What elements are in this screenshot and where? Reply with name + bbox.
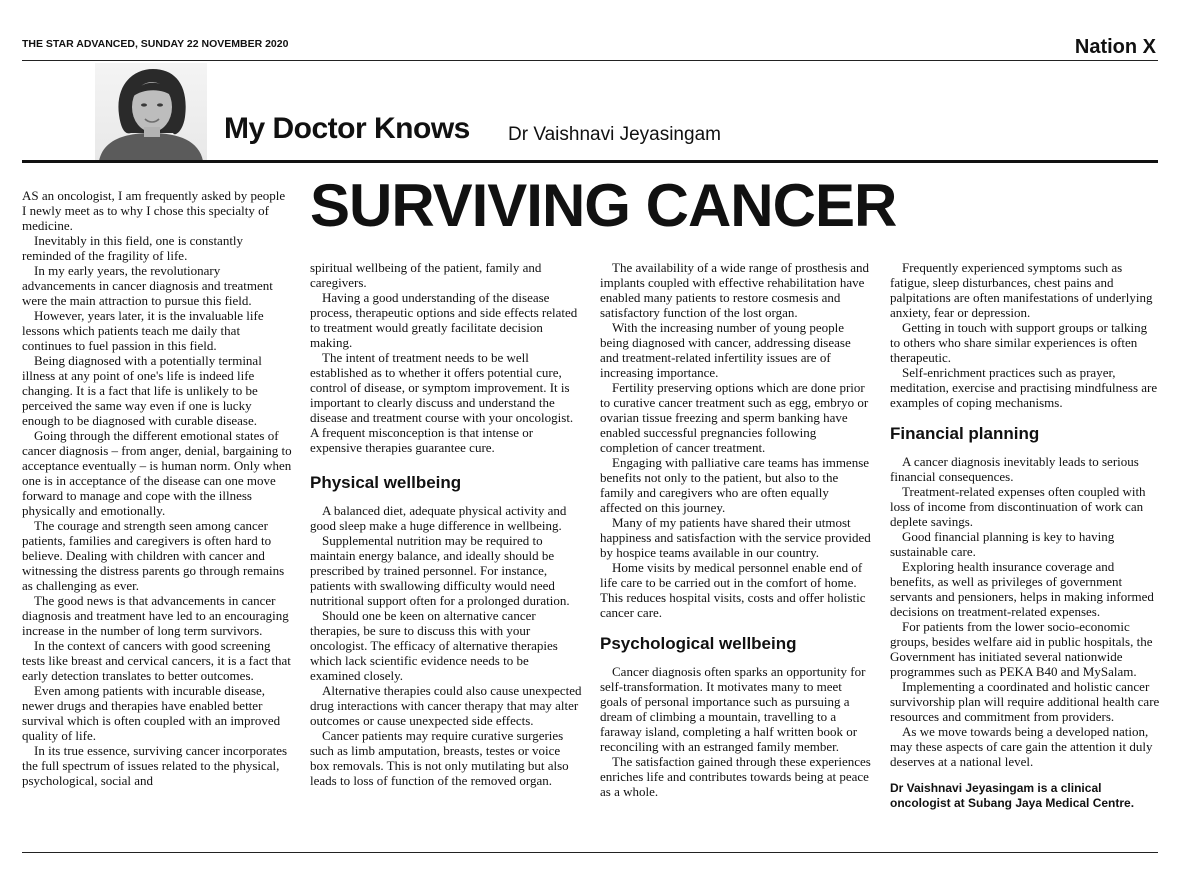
headline: SURVIVING CANCER (310, 172, 897, 239)
author-bio: Dr Vaishnavi Jeyasingam is a clinical oncologist at Subang Jaya Medical Centre. (890, 781, 1135, 810)
paragraph: Should one be keen on alternative cancer therapies, be sure to discuss this with your oncologist. The efficacy of alternative therapies which lack scientific evidence needs to be examined closely. (310, 608, 558, 683)
paragraph: However, years later, it is the invaluable life lessons which patients teach me daily that continues to fuel passion in this field. (22, 308, 264, 353)
column-title: My Doctor Knows (224, 112, 470, 145)
paragraph: Self-enrichment practices such as prayer, meditation, exercise and practising mindfulness are examples of coping mechanisms. (890, 365, 1158, 410)
article-column-3 (600, 260, 872, 799)
bottom-rule (22, 852, 1158, 853)
paragraph: Many of my patients have shared their utmost happiness and satisfaction with the service provided by hospice teams available in our country. (600, 515, 871, 560)
paragraph: Cancer patients may require curative surgeries such as limb amputation, breasts, testes or voice box removals. This is not only mutilating but also leads to loss of function of the removed organ. (310, 728, 569, 788)
paragraph: Being diagnosed with a potentially terminal illness at any point of one's life is indeed life changing. It is a fact that life is unlikely to be perceived the same way even if one is lucky enough to be diagnosed with curable disease. (22, 353, 262, 428)
paragraph: In my early years, the revolutionary advancements in cancer diagnosis and treatment were the main attraction to pursue this field. (22, 263, 273, 308)
paragraph: The availability of a wide range of prosthesis and implants coupled with effective rehabilitation have enabled many patients to restore cosmesis and satisfactory function of the lost organ. (600, 260, 870, 320)
paragraph: For patients from the lower socio-economic groups, besides welfare aid in public hospitals, the Government has initiated several nationwide programmes such as PEKA B40 and MySalam. (890, 619, 1153, 679)
paragraph: Cancer diagnosis often sparks an opportunity for self-transformation. It motivates many to meet goals of personal importance such as pursuing a dream of climbing a mountain, travelling to a faraway island, completing a half written book or reconciling with an estranged family member. (600, 664, 866, 754)
paragraph: As we move towards being a developed nation, may these aspects of care gain the attention it duly deserves at a national level. (890, 724, 1153, 769)
paragraph: Home visits by medical personnel enable end of life care to be carried out in the comfort of home. This reduces hospital visits, costs and offer holistic cancer care. (600, 560, 866, 620)
paragraph: Treatment-related expenses often coupled with loss of income from discontinuation of work can deplete savings. (890, 484, 1146, 529)
paragraph: Having a good understanding of the disease process, therapeutic options and side effects related to treatment would greatly facilitate decision making. (310, 290, 578, 350)
paragraph: spiritual wellbeing of the patient, family and caregivers. (310, 260, 542, 290)
paragraph: With the increasing number of young people being diagnosed with cancer, addressing disease and treatment-related infertility issues are of increasing importance. (600, 320, 851, 380)
header-rule (22, 160, 1158, 163)
paragraph: Implementing a coordinated and holistic cancer survivorship plan will require additional health care resources and commitment from providers. (890, 679, 1160, 724)
paragraph: The courage and strength seen among cancer patients, families and caregivers is often hard to believe. Dealing with children with cancer and witnessing the distress parents go through remains as challenging as ever. (22, 518, 285, 593)
paragraph: The good news is that advancements in cancer diagnosis and treatment have led to an encouraging increase in the number of long term survivors. (22, 593, 289, 638)
paragraph: Getting in touch with support groups or talking to others who share similar experiences is often therapeutic. (890, 320, 1148, 365)
subheading-physical-wellbeing: Physical wellbeing (310, 473, 462, 492)
author-photo (95, 63, 207, 161)
paragraph: Supplemental nutrition may be required to maintain energy balance, and ideally should be prescribed by trained personnel. For instance, patients with swallowing difficulty would need nutritional support often for a prolonged duration. (310, 533, 570, 608)
subheading-psychological-wellbeing: Psychological wellbeing (600, 634, 797, 653)
article-column-1 (22, 188, 292, 788)
subheading-financial-planning: Financial planning (890, 424, 1040, 443)
byline: Dr Vaishnavi Jeyasingam (508, 124, 721, 145)
paragraph: In its true essence, surviving cancer incorporates the full spectrum of issues related to the physical, psychological, social and (22, 743, 288, 788)
publication-date: THE STAR ADVANCED, SUNDAY 22 NOVEMBER 2020 (22, 38, 289, 50)
paragraph: Even among patients with incurable disease, newer drugs and therapies have enabled better survival which is often coupled with an improved quality of life. (22, 683, 281, 743)
article-column-2 (310, 260, 582, 788)
section-name: Nation X (1074, 36, 1156, 58)
paragraph: Fertility preserving options which are done prior to curative cancer treatment such as egg, embryo or ovarian tissue freezing and sperm banking have enabled successful pregnancies following completion of cancer treatment. (600, 380, 869, 455)
paragraph: Exploring health insurance coverage and benefits, as well as privileges of government servants and pensioners, helps in making informed decisions on treatment-related expenses. (890, 559, 1154, 619)
paragraph: Engaging with palliative care teams has immense benefits not only to the patient, but also to the family and caregivers who are often equally affected on this journey. (600, 455, 870, 515)
article-column-4 (890, 260, 1160, 811)
paragraph: Frequently experienced symptoms such as fatigue, sleep disturbances, chest pains and palpitations are often manifestations of underlying anxiety, fear or depression. (890, 260, 1153, 320)
paragraph: A balanced diet, adequate physical activity and good sleep make a huge difference in wellbeing. (310, 503, 567, 533)
paragraph: A cancer diagnosis inevitably leads to serious financial consequences. (890, 454, 1139, 484)
paragraph: Going through the different emotional states of cancer diagnosis – from anger, denial, bargaining to acceptance eventually – is human norm. Only when one is in acceptance of the disease can one move forward to manage and cope with the illness physically and emotionally. (22, 428, 292, 518)
paragraph: Inevitably in this field, one is constantly reminded of the fragility of life. (22, 233, 244, 263)
paragraph: Alternative therapies could also cause unexpected drug interactions with cancer therapy that may alter outcomes or cause unexpected side effects. (310, 683, 582, 728)
paragraph: AS an oncologist, I am frequently asked by people I newly meet as to why I chose this specialty of medicine. (22, 188, 286, 233)
paragraph: Good financial planning is key to having sustainable care. (890, 529, 1115, 559)
paragraph: The satisfaction gained through these experiences enriches life and contributes towards being at peace as a whole. (600, 754, 871, 799)
paragraph: In the context of cancers with good screening tests like breast and cervical cancers, it is a fact that early detection translates to better outcomes. (22, 638, 291, 683)
top-rule (22, 60, 1158, 61)
paragraph: The intent of treatment needs to be well established as to whether it offers potential cure, control of disease, or symptom improvement. It is important to clearly discuss and understand the disease and treatment course with your oncologist. A frequent misconception is that intense or expensive therapies guarantee cure. (310, 350, 574, 455)
